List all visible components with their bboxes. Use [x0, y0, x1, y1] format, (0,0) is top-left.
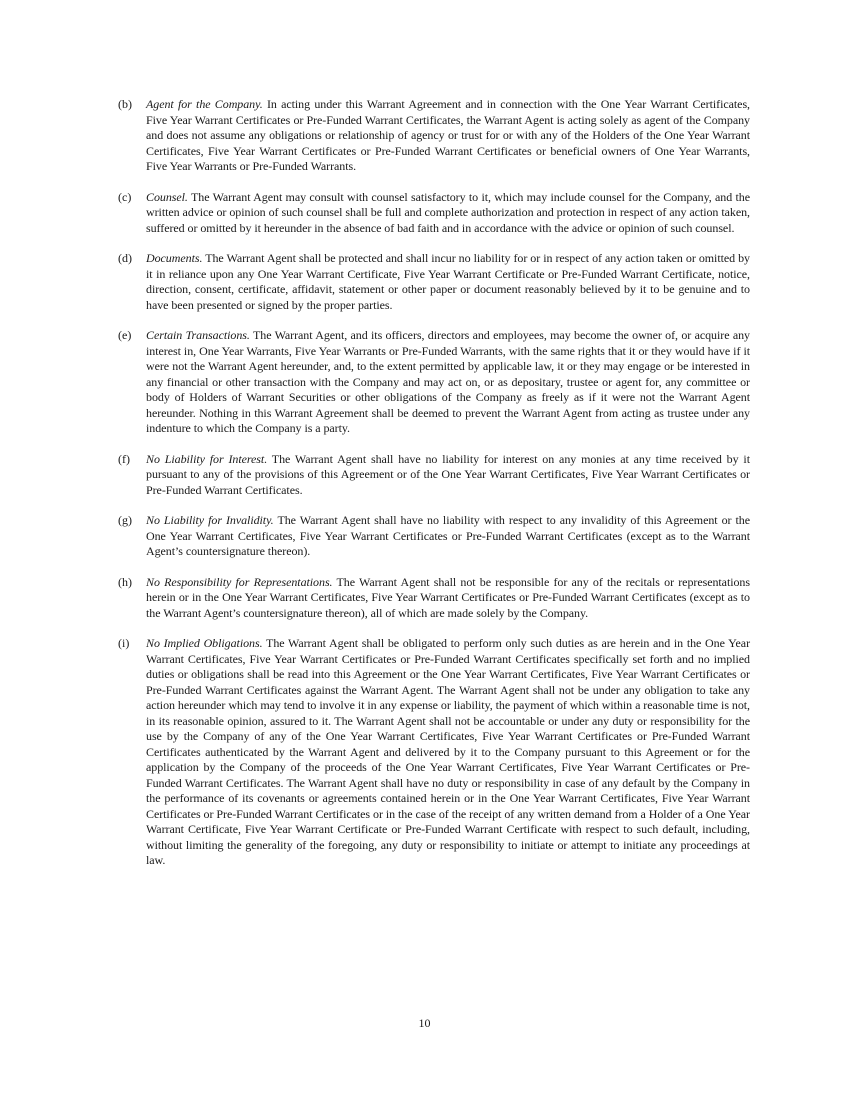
- clause-text: The Warrant Agent shall have no liability for interest on any monies at any time received by it pursuant to any of the provisions of this Agreement or of the One Year Warrant Certificates, Five Year Warrant Certificates or Pre-Funded Warrant Certificates.: [146, 451, 750, 497]
- clause-body: [146, 452, 750, 499]
- clause-g: [118, 513, 750, 560]
- clause-title: Counsel.: [146, 189, 188, 204]
- clause-f: [118, 452, 750, 499]
- clause-title: No Responsibility for Representations.: [146, 574, 333, 589]
- clause-h: [118, 575, 750, 622]
- clause-letter: (i): [118, 636, 130, 650]
- clause-letter: (h): [118, 574, 132, 589]
- clause-title: No Liability for Interest.: [146, 451, 268, 466]
- clause-i: [118, 636, 750, 869]
- clause-body: [146, 251, 750, 313]
- clause-text: The Warrant Agent shall have no liability with respect to any invalidity of this Agreement or the One Year Warrant Certificates, Five Year Warrant Certificates or Pre-Funded Warrant Certificates (except as to the Warrant Agent’s countersignature thereon).: [146, 513, 750, 558]
- clause-body: [146, 513, 750, 560]
- clause-body: [146, 636, 750, 869]
- clause-letter: (c): [118, 189, 132, 204]
- clause-title: No Implied Obligations.: [146, 636, 263, 650]
- clause-text: The Warrant Agent, and its officers, directors and employees, may become the owner of, or acquire any interest in, One Year Warrants, Five Year Warrants or Pre-Funded Warrants, with the same rights that it or they would have if it were not the Warrant Agent hereunder, and, to the extent permitted by applicable law, it or they may engage or be interested in any financial or other transaction with the Company and may act on, or as depositary, trustee or agent for, any committee or body of Holders of Warrant Securities or other obligations of the Company as freely as if it were not the Warrant Agent hereunder. Nothing in this Warrant Agreement shall be deemed to prevent the Warrant Agent from acting as trustee under any indenture to which the Company is a party.: [146, 328, 750, 435]
- clause-c: [118, 190, 750, 237]
- clause-title: Certain Transactions.: [146, 328, 250, 342]
- clause-body: [146, 328, 750, 437]
- clause-letter: (g): [118, 513, 132, 527]
- clause-b: [118, 97, 750, 175]
- clause-letter: (b): [118, 97, 132, 111]
- clause-text: In acting under this Warrant Agreement and in connection with the One Year Warrant Certificates, Five Year Warrant Certificates or Pre-Funded Warrant Certificates, the Warrant Agent is acting solely as agent of the Company and does not assume any obligations or relationship of agency or trust for or with any of the Holders of the One Year Warrant Certificates, Five Year Warrant Certificates or Pre-Funded Warrant Certificates or beneficial owners of One Year Warrants, Five Year Warrants or Pre-Funded Warrants.: [146, 97, 750, 173]
- clause-body: [146, 97, 750, 175]
- clause-body: [146, 190, 750, 237]
- clause-text: The Warrant Agent shall not be responsible for any of the recitals or representations herein or in the One Year Warrant Certificates, Five Year Warrant Certificates or Pre-Funded Warrant Certificates (except as to the Warrant Agent’s countersignature thereon), all of which are made solely by the Company.: [146, 574, 750, 620]
- clause-e: [118, 328, 750, 437]
- page-number: 10: [418, 1016, 431, 1030]
- document-page: [118, 97, 750, 884]
- clause-letter: (e): [118, 328, 132, 342]
- clause-text: The Warrant Agent shall be obligated to perform only such duties as are herein and in the One Year Warrant Certificates, Five Year Warrant Certificates or Pre-Funded Warrant Certificates specifically set forth and no implied duties or obligations shall be read into this Agreement or the One Year Warrant Certificates, Five Year Warrant Certificates or Pre-Funded Warrant Certificates against the Warrant Agent. The Warrant Agent shall not be under any obligation to take any action hereunder which may tend to involve it in any expense or liability, the payment of which within a reasonable time is not, in its reasonable opinion, assured to it. The Warrant Agent shall not be accountable or under any duty or responsibility for the use by the Company of any of the One Year Warrant Certificates, Five Year Warrant Certificates or Pre-Funded Warrant Certificates authenticated by the Warrant Agent and delivered by it to the Company pursuant to this Agreement or for the application by the Company of the proceeds of the One Year Warrant Certificates, Five Year Warrant Certificates or Pre-Funded Warrant Certificates. The Warrant Agent shall have no duty or responsibility in case of any default by the Company in the performance of its covenants or agreements contained herein or in the One Year Warrant Certificates, Five Year Warrant Certificates or Pre-Funded Warrant Certificates or in the case of the receipt of any written demand from a Holder of a One Year Warrant Certificate, Five Year Warrant Certificate or Pre-Funded Warrant Certificate with respect to such default, including, without limiting the generality of the foregoing, any duty or responsibility to initiate or attempt to initiate any proceedings at law.: [146, 636, 750, 867]
- clause-d: [118, 251, 750, 313]
- clause-letter: (f): [118, 451, 130, 466]
- clause-title: No Liability for Invalidity.: [146, 513, 274, 527]
- clause-letter: (d): [118, 251, 132, 265]
- clause-title: Documents.: [146, 251, 203, 265]
- clause-title: Agent for the Company.: [146, 97, 263, 111]
- clause-body: [146, 575, 750, 622]
- clause-text: The Warrant Agent may consult with counsel satisfactory to it, which may include counsel for the Company, and the written advice or opinion of such counsel shall be full and complete authorization and protection in respect of any action taken, suffered or omitted by it hereunder in the absence of bad faith and in accordance with the advice or opinion of such counsel.: [146, 189, 750, 235]
- clause-text: The Warrant Agent shall be protected and shall incur no liability for or in respect of any action taken or omitted by it in reliance upon any One Year Warrant Certificate, Five Year Warrant Certificate or Pre-Funded Warrant Certificate, notice, direction, consent, certificate, affidavit, statement or other paper or document reasonably believed by it to be genuine and to have been presented or signed by the proper parties.: [146, 251, 750, 312]
